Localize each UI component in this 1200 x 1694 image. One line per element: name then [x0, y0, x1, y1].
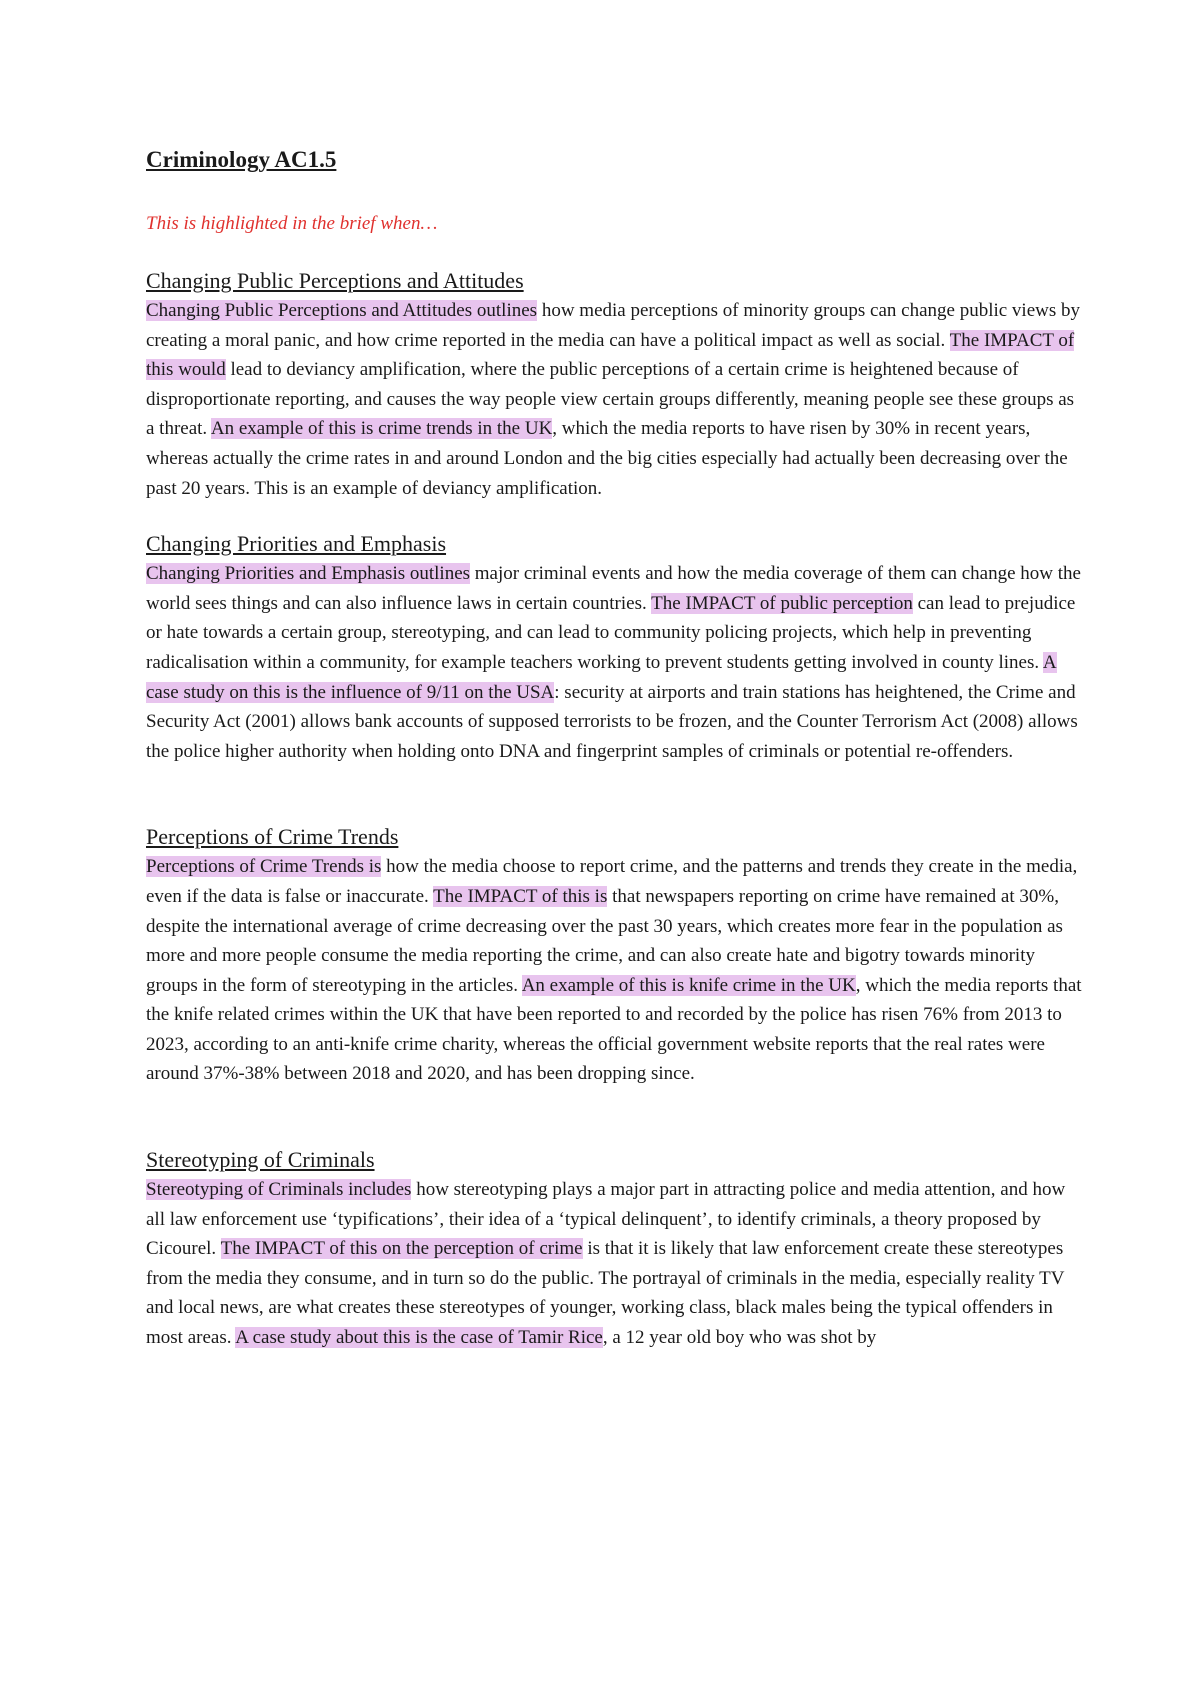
section-paragraph: [146, 559, 1086, 766]
highlighted-phrase: A case study about this is the case of Tamir Rice: [235, 1327, 603, 1349]
body-text: is that it is likely that law enforcement create these stereotypes from the media they consume, and in turn so do the public. The portrayal of criminals in the media, especially reality TV and local news, are what creates these stereotypes of younger, working class, black males being the typical offenders in most areas.: [146, 1238, 1065, 1349]
section-heading: Changing Priorities and Emphasis: [146, 531, 447, 557]
highlighted-phrase: Changing Priorities and Emphasis outlines: [146, 563, 471, 585]
body-text: how stereotyping plays a major part in attracting police and media attention, and how all law enforcement use ‘typifications’, their idea of a ‘typical delinquent’, to identify criminals, a theory proposed by Cicourel.: [146, 1179, 1066, 1260]
section-paragraph: [146, 296, 1086, 503]
section-paragraph: [146, 852, 1086, 1089]
body-text: , a 12 year old boy who was shot by: [602, 1327, 877, 1349]
document-page: [146, 144, 1086, 1353]
body-text: that newspapers reporting on crime have remained at 30%, despite the international average of crime decreasing over the past 30 years, which creates more fear in the population as more and more people consume the media reporting the crime, and can also create hate and bigotry towards minority groups in the form of stereotyping in the articles.: [146, 885, 1063, 996]
spacer: [146, 503, 1086, 529]
section-heading: Perceptions of Crime Trends: [146, 824, 399, 850]
section-crime-trends: [146, 822, 1086, 1089]
highlighted-phrase: An example of this is knife crime in the UK: [521, 974, 856, 996]
document-title: Criminology AC1.5: [146, 147, 337, 172]
body-text: can lead to prejudice or hate towards a certain group, stereotyping, and can lead to community policing projects, which help in preventing radicalisation within a community, for example teachers working to prevent students getting involved in county lines.: [146, 592, 1076, 673]
brief-note: This is highlighted in the brief when…: [146, 213, 438, 234]
spacer: [146, 766, 1086, 822]
body-text: major criminal events and how the media coverage of them can change how the world sees things and can also influence laws in certain countries.: [146, 563, 1081, 614]
highlighted-phrase: The IMPACT of public perception: [651, 592, 913, 614]
body-text: , which the media reports that the knife related crimes within the UK that have been reported to and recorded by the police has risen 76% from 2013 to 2023, according to an anti-knife crime charity, whereas the official government website reports that the real rates were around 37%-38% between 2018 and 2020, and has been dropping since.: [146, 974, 1082, 1085]
highlighted-phrase: Changing Public Perceptions and Attitudes outlines: [146, 300, 538, 321]
highlighted-phrase: The IMPACT of this on the perception of crime: [220, 1238, 583, 1260]
section-priorities-emphasis: [146, 529, 1086, 766]
section-paragraph: [146, 1175, 1086, 1353]
section-public-perceptions: [146, 266, 1086, 503]
section-stereotyping: [146, 1145, 1086, 1353]
spacer: [146, 1089, 1086, 1145]
highlighted-phrase: Stereotyping of Criminals includes: [146, 1179, 412, 1201]
highlighted-phrase: Perceptions of Crime Trends is: [146, 856, 382, 878]
highlighted-phrase: The IMPACT of this is: [433, 885, 608, 907]
highlighted-phrase: An example of this is crime trends in the UK: [210, 418, 553, 440]
body-text: , which the media reports to have risen by 30% in recent years, whereas actually the crime rates in and around London and the big cities especially had actually been decreasing over the past 20 years. This is an example of deviancy amplification.: [146, 418, 1068, 499]
body-text: how media perceptions of minority groups can change public views by creating a moral panic, and how crime reported in the media can have a political impact as well as social.: [146, 300, 1081, 351]
body-text: lead to deviancy amplification, where the public perceptions of a certain crime is heightened because of disproportionate reporting, and causes the way people view certain groups differently, meaning people see these groups as a threat.: [146, 359, 1075, 440]
section-heading: Changing Public Perceptions and Attitudes: [146, 268, 524, 293]
highlighted-phrase: The IMPACT of this would: [146, 329, 1075, 381]
body-text: how the media choose to report crime, and the patterns and trends they create in the media, even if the data is false or inaccurate.: [146, 856, 1078, 907]
highlighted-phrase: A case study on this is the influence of 9/11 on the USA: [146, 651, 1057, 703]
section-heading: Stereotyping of Criminals: [146, 1147, 375, 1173]
body-text: : security at airports and train stations has heightened, the Crime and Security Act (2001) allows bank accounts of supposed terrorists to be frozen, and the Counter Terrorism Act (2008) allows the police higher authority when holding onto DNA and fingerprint samples of criminals or potential re-offenders.: [146, 681, 1078, 762]
